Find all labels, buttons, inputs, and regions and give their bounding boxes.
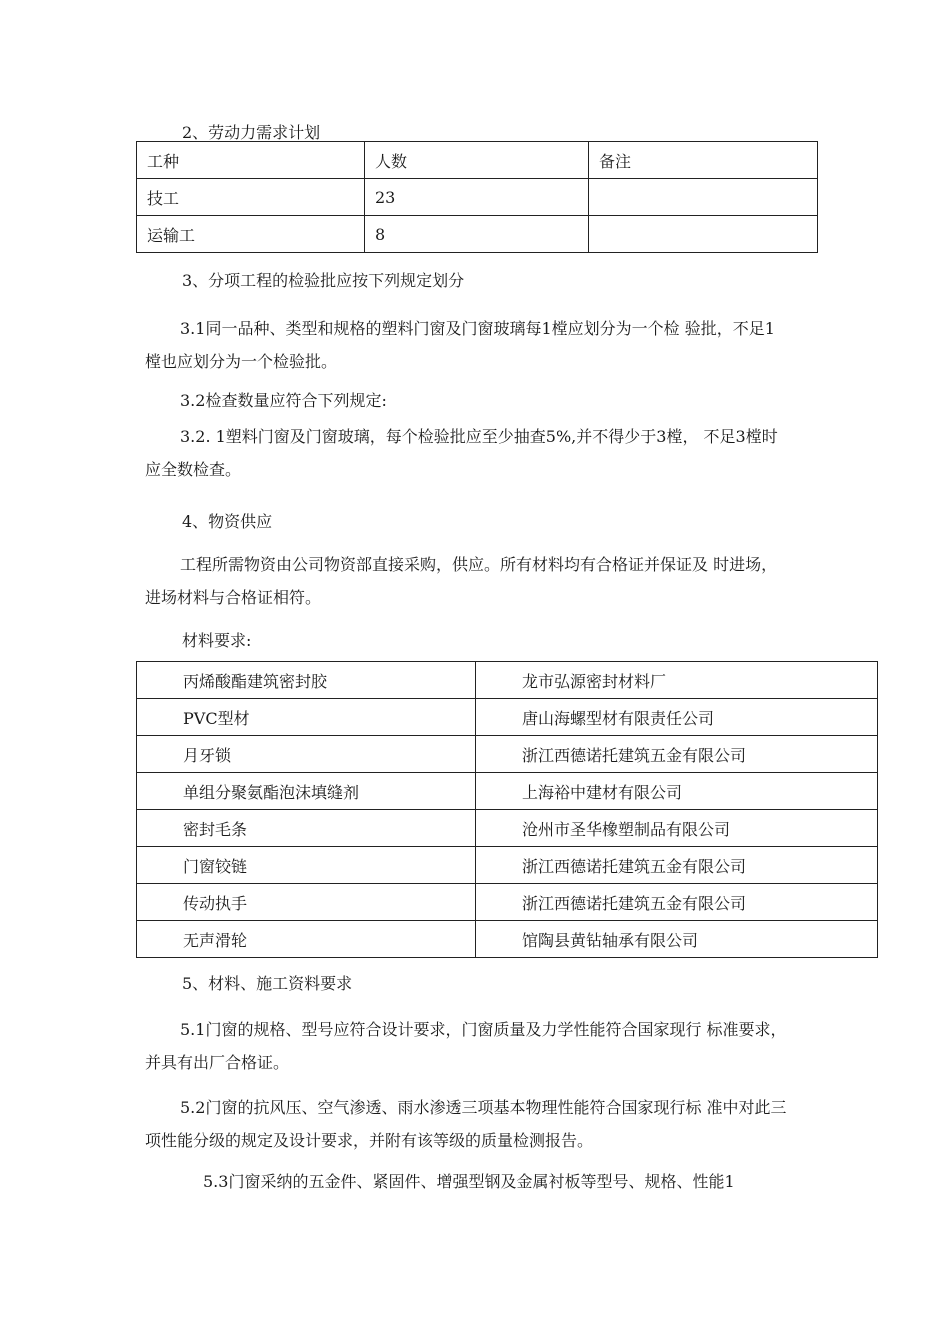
material-name: 传动执手 — [137, 884, 476, 921]
material-name: 月牙锁 — [137, 736, 476, 773]
table-row — [137, 179, 818, 216]
material-supplier: 浙江西德诺托建筑五金有限公司 — [476, 847, 878, 884]
material-name: 门窗铰链 — [137, 847, 476, 884]
table-header-row — [137, 142, 818, 179]
table-header-cell: 人数 — [365, 142, 589, 179]
section-heading-supply: 4、物资供应 — [182, 512, 273, 531]
paragraph-line: 3.2. 1塑料门窗及门窗玻璃，每个检验批应至少抽查5%,并不得少于3樘， 不足3樘时 — [180, 427, 778, 446]
material-supplier: 浙江西德诺托建筑五金有限公司 — [476, 736, 878, 773]
table-row — [137, 699, 878, 736]
material-supplier: 浙江西德诺托建筑五金有限公司 — [476, 884, 878, 921]
material-supplier: 馆陶县黄钻轴承有限公司 — [476, 921, 878, 958]
section-heading-inspection: 3、分项工程的检验批应按下列规定划分 — [182, 271, 465, 290]
table-row — [137, 216, 818, 253]
paragraph-5-3: 5.3门窗采纳的五金件、紧固件、增强型钢及金属衬板等型号、规格、性能1 — [203, 1172, 735, 1191]
labor-table — [136, 141, 818, 253]
paragraph-5-1 — [145, 1013, 880, 1079]
material-name: 无声滑轮 — [137, 921, 476, 958]
paragraph-supply — [145, 548, 880, 614]
table-row — [137, 921, 878, 958]
material-supplier: 龙市弘源密封材料厂 — [476, 662, 878, 699]
table-cell — [589, 216, 818, 253]
table-row — [137, 810, 878, 847]
paragraph-line: 樘也应划分为一个检验批。 — [145, 352, 338, 371]
material-supplier: 唐山海螺型材有限责任公司 — [476, 699, 878, 736]
paragraph-5-2 — [145, 1091, 880, 1157]
paragraph-line: 3.1同一品种、类型和规格的塑料门窗及门窗玻璃每1樘应划分为一个检 验批，不足1 — [180, 319, 775, 338]
table-row — [137, 847, 878, 884]
material-name: 密封毛条 — [137, 810, 476, 847]
table-cell: 技工 — [137, 179, 365, 216]
table-cell: 8 — [365, 216, 589, 253]
table-row — [137, 662, 878, 699]
table-cell: 23 — [365, 179, 589, 216]
paragraph-3-2: 3.2检查数量应符合下列规定: — [180, 391, 387, 410]
paragraph-line: 并具有出厂合格证。 — [145, 1053, 290, 1072]
material-supplier: 上海裕中建材有限公司 — [476, 773, 878, 810]
paragraph-line: 进场材料与合格证相符。 — [145, 588, 322, 607]
section-heading-documents: 5、材料、施工资料要求 — [182, 974, 353, 993]
table-row — [137, 773, 878, 810]
paragraph-line: 5.1门窗的规格、型号应符合设计要求，门窗质量及力学性能符合国家现行 标准要求， — [180, 1020, 787, 1039]
material-name: PVC型材 — [137, 699, 476, 736]
paragraph-line: 项性能分级的规定及设计要求，并附有该等级的质量检测报告。 — [145, 1131, 594, 1150]
material-name: 单组分聚氨酯泡沫填缝剂 — [137, 773, 476, 810]
materials-label: 材料要求: — [182, 631, 252, 650]
paragraph-line: 工程所需物资由公司物资部直接采购，供应。所有材料均有合格证并保证及 时进场， — [180, 555, 778, 574]
material-name: 丙烯酸酯建筑密封胶 — [137, 662, 476, 699]
materials-table — [136, 661, 878, 958]
material-supplier: 沧州市圣华橡塑制品有限公司 — [476, 810, 878, 847]
paragraph-3-2-1 — [145, 420, 880, 486]
paragraph-3-1 — [145, 312, 880, 378]
section-heading-labor: 2、劳动力需求计划 — [182, 123, 321, 142]
table-cell — [589, 179, 818, 216]
paragraph-line: 应全数检查。 — [145, 460, 242, 479]
table-row — [137, 884, 878, 921]
table-header-cell: 备注 — [589, 142, 818, 179]
table-cell: 运输工 — [137, 216, 365, 253]
table-header-cell: 工种 — [137, 142, 365, 179]
paragraph-line: 5.2门窗的抗风压、空气渗透、雨水渗透三项基本物理性能符合国家现行标 准中对此三 — [180, 1098, 787, 1117]
table-row — [137, 736, 878, 773]
